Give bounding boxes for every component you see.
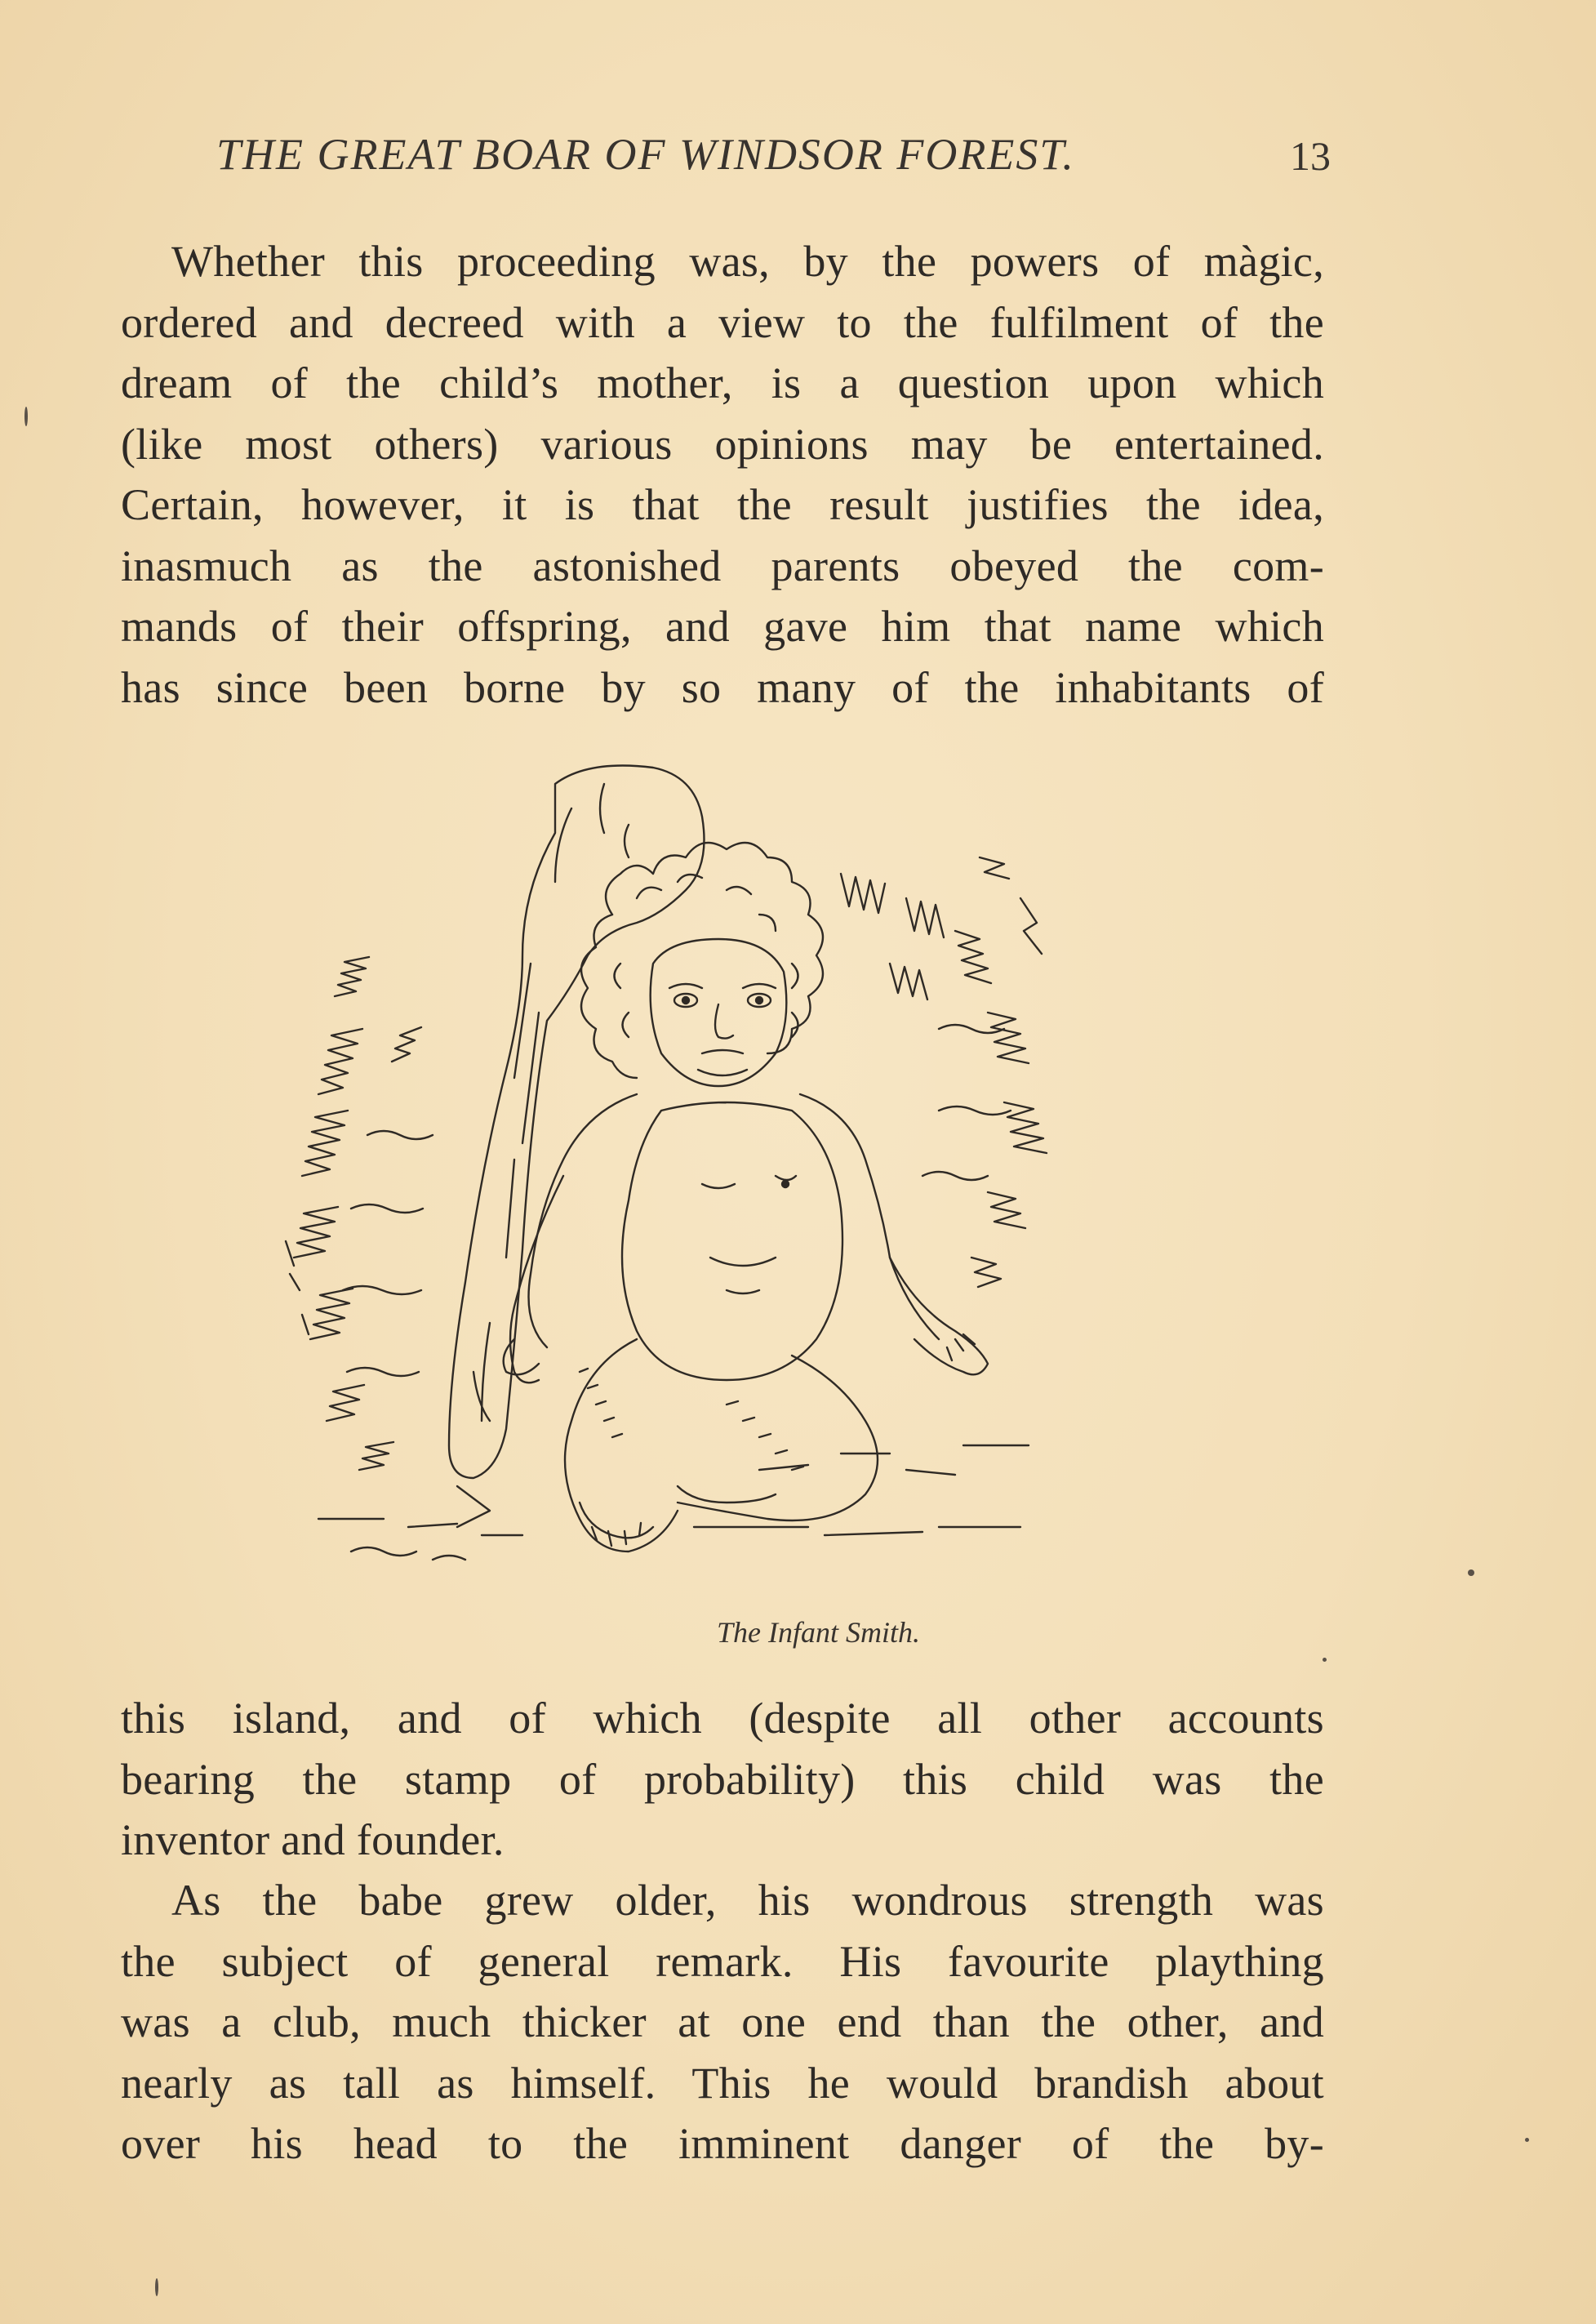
paper-speck (24, 407, 28, 426)
figure-caption: The Infant Smith. (717, 1616, 920, 1649)
text-line: inasmuch as the astonished parents obeyed the com- (121, 541, 1324, 590)
running-title: THE GREAT BOAR OF WINDSOR FOREST. (216, 130, 1075, 179)
engraving-image (269, 751, 1143, 1609)
text-line: inventor and founder. (121, 1815, 505, 1864)
text-line: over his head to the imminent danger of the by- (121, 2119, 1324, 2168)
text-line: nearly as tall as himself. This he would brandish about (121, 2058, 1324, 2108)
text-line: was a club, much thicker at one end than the other, and (121, 1997, 1324, 2046)
page-header (122, 122, 1331, 188)
paper-speck (155, 2278, 158, 2296)
text-line: (like most others) various opinions may be entertained. (121, 419, 1324, 469)
text-line: dream of the child’s mother, is a question upon which (121, 358, 1324, 407)
text-line: the subject of general remark. His favourite plaything (121, 1936, 1324, 1986)
text-line: this island, and of which (despite all other accounts (121, 1694, 1324, 1743)
text-line: ordered and decreed with a view to the fulfilment of the (121, 297, 1324, 347)
paper-speck (1323, 1658, 1327, 1662)
paper-speck (1525, 2138, 1529, 2142)
text-line: has since been borne by so many of the inhabitants of (121, 662, 1324, 712)
text-line: As the babe grew older, his wondrous strength was (171, 1876, 1324, 1925)
page-number: 13 (1290, 133, 1331, 179)
illustration-infant-smith (269, 751, 1143, 1609)
paragraph-continued (121, 1688, 1324, 1871)
text-line: Certain, however, it is that the result justifies the idea, (121, 480, 1324, 529)
paragraph-third (121, 1870, 1324, 2175)
text-line: bearing the stamp of probability) this child was the (121, 1754, 1324, 1804)
paper-speck (1468, 1569, 1474, 1576)
text-line: Whether this proceeding was, by the powers of màgic, (171, 237, 1324, 286)
text-line: mands of their offspring, and gave him that name which (121, 602, 1324, 651)
paragraph-top (121, 231, 1324, 718)
